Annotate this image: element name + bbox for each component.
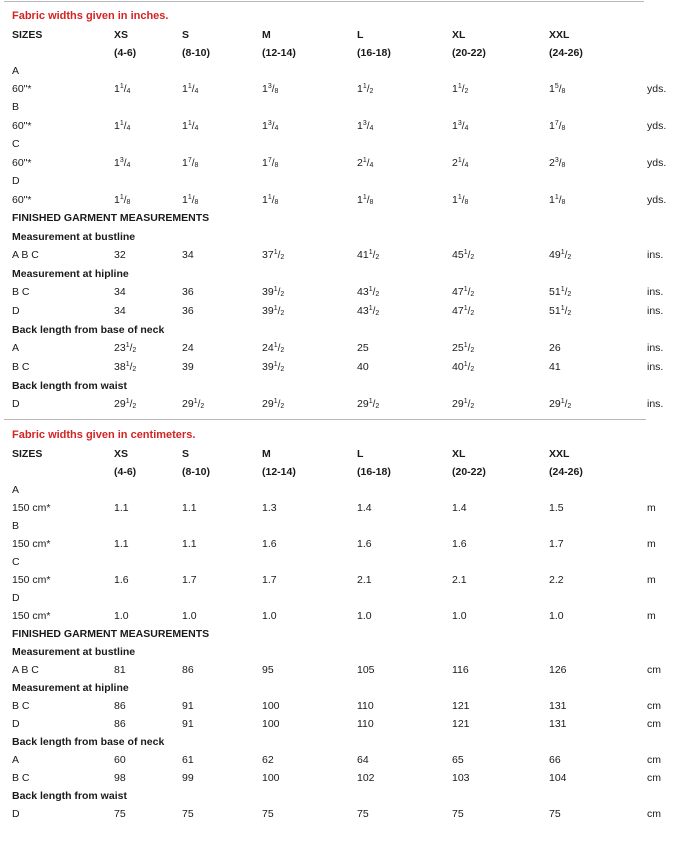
unit-label: ins. — [647, 361, 664, 373]
size-range: (8-10) — [182, 47, 211, 59]
fabric-view-row — [0, 519, 697, 537]
back-neck-heading-row — [0, 323, 697, 341]
yardage-value: $2^1/_4$ — [452, 157, 469, 169]
measurement-value: $39^1/_2$ — [262, 286, 285, 298]
fabric-width: 150 cm* — [12, 502, 51, 514]
bust-heading-row — [0, 645, 697, 663]
size-range-row — [0, 465, 697, 483]
fabric-view-row — [0, 483, 697, 501]
size-range: (12-14) — [262, 466, 296, 478]
fabric-view-row — [0, 591, 697, 609]
fabric-view-row — [0, 174, 697, 192]
measurement-row — [0, 397, 697, 415]
size-name: XS — [114, 448, 129, 460]
size-name: XL — [452, 448, 466, 460]
sizes-label: SIZES — [12, 448, 43, 460]
size-name: L — [357, 448, 364, 460]
size-name: M — [262, 29, 271, 41]
measurement-value: 26 — [549, 342, 561, 354]
fabric-yardage-row — [0, 537, 697, 555]
hip-heading: Measurement at hipline — [12, 682, 129, 694]
size-name: XXL — [549, 448, 570, 460]
measurement-value: 116 — [452, 664, 469, 676]
measurement-row — [0, 360, 697, 378]
measurement-value: $47^1/_2$ — [452, 286, 475, 298]
measurement-label: D — [12, 305, 20, 317]
measurement-value: 32 — [114, 249, 126, 261]
fabric-view-label: A — [12, 65, 20, 77]
yardage-value: 1.3 — [262, 502, 277, 514]
yardage-value: 2.1 — [357, 574, 372, 586]
measurement-value: $39^1/_2$ — [262, 305, 285, 317]
yardage-value: $1^7/_8$ — [182, 157, 199, 169]
fabric-view-row — [0, 137, 697, 155]
unit-label: cm — [647, 754, 661, 766]
unit-label: ins. — [647, 398, 664, 410]
yardage-value: $1^1/_4$ — [182, 83, 199, 95]
measurement-value: $25^1/_2$ — [452, 342, 475, 354]
fabric-width: 150 cm* — [12, 610, 51, 622]
size-range: (4-6) — [114, 466, 137, 478]
size-name: XL — [452, 29, 466, 41]
yardage-value: $1^3/_8$ — [262, 83, 279, 95]
unit-label: ins. — [647, 286, 664, 298]
measurement-value: $51^1/_2$ — [549, 286, 572, 298]
measurement-value: 121 — [452, 718, 470, 730]
bust-heading: Measurement at bustline — [12, 231, 136, 243]
measurement-value: $29^1/_2$ — [549, 398, 572, 410]
fabric-yardage-row — [0, 193, 697, 211]
measurement-row — [0, 663, 697, 681]
cm-heading: Fabric widths given in centimeters. — [12, 429, 196, 441]
yardage-value: $1^3/_4$ — [452, 120, 469, 132]
measurement-value: 24 — [182, 342, 194, 354]
sizes-label: SIZES — [12, 29, 43, 41]
measurement-value: 39 — [182, 361, 194, 373]
fabric-yardage-row — [0, 119, 697, 137]
yardage-value: 1.1 — [114, 502, 129, 514]
size-range: (24-26) — [549, 47, 583, 59]
fabric-width: 60"* — [12, 83, 32, 95]
measurement-value: $29^1/_2$ — [114, 398, 137, 410]
unit-label: yds. — [647, 120, 667, 132]
measurement-value: 75 — [262, 808, 274, 820]
fabric-width: 150 cm* — [12, 538, 51, 550]
yardage-value: 2.2 — [549, 574, 564, 586]
finished-measurements-row — [0, 627, 697, 645]
fabric-view-label: A — [12, 484, 20, 496]
measurement-value: 60 — [114, 754, 126, 766]
measurement-value: 34 — [114, 305, 126, 317]
fabric-yardage-row — [0, 573, 697, 591]
unit-label: m — [647, 538, 656, 550]
measurement-value: $49^1/_2$ — [549, 249, 572, 261]
measurement-value: $45^1/_2$ — [452, 249, 475, 261]
unit-label: ins. — [647, 342, 664, 354]
back-neck-heading-row — [0, 735, 697, 753]
unit-label: m — [647, 610, 656, 622]
yardage-value: $1^1/_4$ — [114, 83, 131, 95]
size-range: (8-10) — [182, 466, 211, 478]
measurement-value: 41 — [549, 361, 561, 373]
yardage-value: $1^1/_4$ — [114, 120, 131, 132]
measurement-value: 105 — [357, 664, 375, 676]
measurement-label: A — [12, 754, 20, 766]
yardage-value: $1^1/_8$ — [549, 194, 566, 206]
top-divider — [4, 1, 644, 2]
finished-measurements-heading: FINISHED GARMENT MEASUREMENTS — [12, 628, 210, 640]
measurement-value: 64 — [357, 754, 369, 766]
measurement-value: 100 — [262, 772, 280, 784]
fabric-width: 60"* — [12, 157, 32, 169]
size-name: S — [182, 29, 190, 41]
fabric-width: 60"* — [12, 120, 32, 132]
yardage-value: 1.6 — [357, 538, 372, 550]
measurement-value: 102 — [357, 772, 375, 784]
fabric-yardage-row — [0, 609, 697, 627]
unit-label: ins. — [647, 249, 664, 261]
finished-measurements-row — [0, 211, 697, 229]
size-range: (16-18) — [357, 47, 391, 59]
measurement-value: $39^1/_2$ — [262, 361, 285, 373]
size-name: XS — [114, 29, 129, 41]
size-name: L — [357, 29, 364, 41]
measurement-row — [0, 807, 697, 825]
back-waist-heading-row — [0, 789, 697, 807]
yardage-value: 1.0 — [114, 610, 129, 622]
measurement-value: 25 — [357, 342, 369, 354]
measurement-value: 91 — [182, 718, 194, 730]
unit-label: cm — [647, 718, 661, 730]
measurement-value: 91 — [182, 700, 194, 712]
fabric-yardage-row — [0, 156, 697, 174]
size-range-row — [0, 46, 697, 64]
size-name: S — [182, 448, 190, 460]
measurement-value: $47^1/_2$ — [452, 305, 475, 317]
back-waist-heading-row — [0, 379, 697, 397]
size-range: (20-22) — [452, 47, 486, 59]
measurement-value: 110 — [357, 718, 374, 730]
measurement-value: $43^1/_2$ — [357, 286, 380, 298]
bust-heading: Measurement at bustline — [12, 646, 136, 658]
yardage-value: $1^7/_8$ — [549, 120, 566, 132]
yardage-value: 1.7 — [262, 574, 277, 586]
hip-heading: Measurement at hipline — [12, 268, 129, 280]
measurement-value: 131 — [549, 718, 567, 730]
measurement-row — [0, 771, 697, 789]
measurement-label: A B C — [12, 664, 39, 676]
measurement-value: 62 — [262, 754, 274, 766]
measurement-row — [0, 341, 697, 359]
yardage-value: 1.4 — [357, 502, 372, 514]
measurement-value: 34 — [114, 286, 126, 298]
yardage-value: 1.6 — [114, 574, 129, 586]
measurement-row — [0, 304, 697, 322]
unit-label: ins. — [647, 305, 664, 317]
back-waist-heading: Back length from waist — [12, 790, 127, 802]
yardage-value: $1^1/_8$ — [182, 194, 199, 206]
measurement-row — [0, 285, 697, 303]
unit-label: yds. — [647, 83, 667, 95]
hip-heading-row — [0, 681, 697, 699]
measurement-label: B C — [12, 361, 30, 373]
measurement-value: 81 — [114, 664, 126, 676]
yardage-value: $1^7/_8$ — [262, 157, 279, 169]
measurement-value: $29^1/_2$ — [452, 398, 475, 410]
yardage-value: $2^3/_8$ — [549, 157, 566, 169]
measurement-value: 40 — [357, 361, 369, 373]
measurement-value: 36 — [182, 305, 194, 317]
size-range: (24-26) — [549, 466, 583, 478]
yardage-value: $1^1/_8$ — [357, 194, 374, 206]
measurement-value: 110 — [357, 700, 374, 712]
yardage-value: 1.7 — [549, 538, 564, 550]
inches-heading: Fabric widths given in inches. — [12, 10, 169, 22]
yardage-value: $1^1/_8$ — [262, 194, 279, 206]
finished-measurements-heading: FINISHED GARMENT MEASUREMENTS — [12, 212, 210, 224]
measurement-value: $29^1/_2$ — [357, 398, 380, 410]
fabric-view-label: C — [12, 556, 20, 568]
measurement-row — [0, 717, 697, 735]
measurement-value: 103 — [452, 772, 470, 784]
yardage-value: 1.5 — [549, 502, 564, 514]
measurement-value: 34 — [182, 249, 194, 261]
fabric-view-row — [0, 100, 697, 118]
unit-label: cm — [647, 664, 661, 676]
section-divider — [4, 419, 646, 420]
yardage-value: $1^1/_2$ — [357, 83, 374, 95]
yardage-value: 2.1 — [452, 574, 467, 586]
yardage-value: 1.0 — [549, 610, 564, 622]
fabric-view-label: C — [12, 138, 20, 150]
fabric-view-row — [0, 555, 697, 573]
yardage-value: 1.0 — [262, 610, 277, 622]
measurement-label: A B C — [12, 249, 39, 261]
yardage-value: $1^1/_8$ — [452, 194, 469, 206]
size-range: (16-18) — [357, 466, 391, 478]
measurement-value: 75 — [452, 808, 464, 820]
unit-label: m — [647, 502, 656, 514]
measurement-value: 75 — [357, 808, 369, 820]
measurement-value: 86 — [182, 664, 194, 676]
hip-heading-row — [0, 267, 697, 285]
yardage-value: 1.1 — [114, 538, 129, 550]
fabric-yardage-row — [0, 501, 697, 519]
back-neck-heading: Back length from base of neck — [12, 736, 165, 748]
measurement-value: 75 — [549, 808, 561, 820]
unit-label: cm — [647, 700, 661, 712]
fabric-width: 60"* — [12, 194, 32, 206]
unit-label: cm — [647, 808, 661, 820]
measurement-label: B C — [12, 286, 30, 298]
measurement-value: 65 — [452, 754, 464, 766]
sizes-header-row — [0, 447, 697, 465]
yardage-value: 1.0 — [357, 610, 372, 622]
fabric-width: 150 cm* — [12, 574, 51, 586]
yardage-value: 1.0 — [452, 610, 467, 622]
measurement-value: $40^1/_2$ — [452, 361, 475, 373]
size-name: M — [262, 448, 271, 460]
unit-label: cm — [647, 772, 661, 784]
unit-label: yds. — [647, 194, 667, 206]
yardage-value: $1^1/_2$ — [452, 83, 469, 95]
fabric-yardage-row — [0, 82, 697, 100]
measurement-value: 36 — [182, 286, 194, 298]
yardage-value: 1.1 — [182, 502, 197, 514]
yardage-value: 1.0 — [182, 610, 197, 622]
measurement-value: 98 — [114, 772, 126, 784]
measurement-label: B C — [12, 772, 30, 784]
measurement-value: 66 — [549, 754, 561, 766]
size-range: (4-6) — [114, 47, 137, 59]
measurement-value: $23^1/_2$ — [114, 342, 137, 354]
yardage-value: $1^1/_8$ — [114, 194, 131, 206]
measurement-value: 95 — [262, 664, 274, 676]
measurement-value: $43^1/_2$ — [357, 305, 380, 317]
measurement-value: $24^1/_2$ — [262, 342, 285, 354]
yardage-value: 1.6 — [452, 538, 467, 550]
measurement-value: 61 — [182, 754, 194, 766]
measurement-value: 86 — [114, 700, 126, 712]
yardage-value: 1.7 — [182, 574, 197, 586]
measurement-value: 104 — [549, 772, 567, 784]
yardage-value: $1^3/_4$ — [114, 157, 131, 169]
fabric-view-label: D — [12, 175, 20, 187]
measurement-label: D — [12, 808, 20, 820]
sizes-header-row — [0, 28, 697, 46]
measurement-value: $29^1/_2$ — [182, 398, 205, 410]
yardage-value: $2^1/_4$ — [357, 157, 374, 169]
yardage-value: $1^3/_4$ — [357, 120, 374, 132]
fabric-view-label: B — [12, 101, 20, 113]
measurement-label: B C — [12, 700, 30, 712]
measurement-value: 75 — [182, 808, 194, 820]
measurement-value: $38^1/_2$ — [114, 361, 137, 373]
measurement-value: $41^1/_2$ — [357, 249, 380, 261]
size-name: XXL — [549, 29, 570, 41]
measurement-value: 131 — [549, 700, 567, 712]
measurement-value: 126 — [549, 664, 567, 676]
back-waist-heading: Back length from waist — [12, 380, 127, 392]
back-neck-heading: Back length from base of neck — [12, 324, 165, 336]
measurement-row — [0, 248, 697, 266]
measurement-row — [0, 699, 697, 717]
yardage-value: $1^3/_4$ — [262, 120, 279, 132]
fabric-view-label: D — [12, 592, 20, 604]
bust-heading-row — [0, 230, 697, 248]
measurement-value: 75 — [114, 808, 126, 820]
measurement-value: 100 — [262, 718, 280, 730]
measurement-label: D — [12, 398, 20, 410]
unit-label: yds. — [647, 157, 667, 169]
yardage-value: 1.6 — [262, 538, 277, 550]
fabric-view-label: B — [12, 520, 20, 532]
yardage-value: $1^5/_8$ — [549, 83, 566, 95]
size-range: (12-14) — [262, 47, 296, 59]
measurement-value: 121 — [452, 700, 470, 712]
unit-label: m — [647, 574, 656, 586]
fabric-view-row — [0, 64, 697, 82]
measurement-value: $37^1/_2$ — [262, 249, 285, 261]
measurement-row — [0, 753, 697, 771]
measurement-value: $29^1/_2$ — [262, 398, 285, 410]
size-range: (20-22) — [452, 466, 486, 478]
measurement-value: $51^1/_2$ — [549, 305, 572, 317]
measurement-value: 86 — [114, 718, 126, 730]
yardage-value: 1.1 — [182, 538, 197, 550]
yardage-value: 1.4 — [452, 502, 467, 514]
measurement-label: D — [12, 718, 20, 730]
measurement-value: 99 — [182, 772, 194, 784]
yardage-value: $1^1/_4$ — [182, 120, 199, 132]
measurement-label: A — [12, 342, 20, 354]
measurement-value: 100 — [262, 700, 280, 712]
